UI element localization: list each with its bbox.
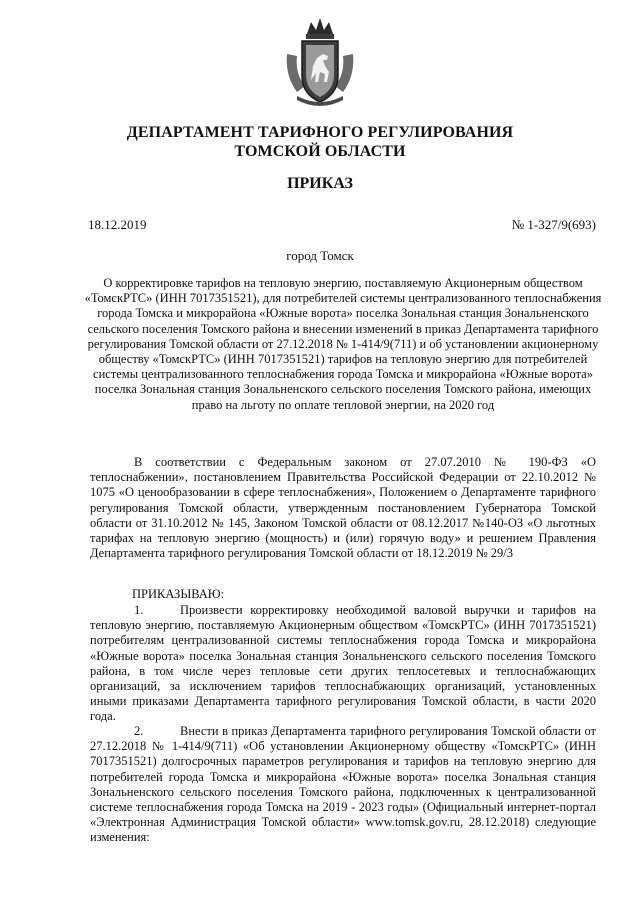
document-date: 18.12.2019	[88, 217, 147, 232]
order-item-number: 1.	[134, 603, 144, 617]
department-title-line2: ТОМСКОЙ ОБЛАСТИ	[234, 143, 406, 160]
legal-basis-paragraph: В соответствии с Федеральным законом от 27.07.2010 № 190-ФЗ «О теплоснабжении», постановлением Правительства Российской Федерации от 22.10.2012 № 1075 «О ценообразовании в сфере теплоснабжения», Положением о Департаменте тарифного регулирования Томской области, утвержденным постановлением Губернатора Томской области от 31.10.2012 № 145, Законом Томской области от 08.12.2017 №140-ОЗ «О льготных тарифах на тепловую энергию (мощность) и (или) горячую воду» и решением Правления Департамента тарифного регулирования Томской области от 18.12.2019 № 29/3	[90, 455, 596, 561]
document-subject: О корректировке тарифов на тепловую энергию, поставляемую Акционерным обществом «ТомскРТС» (ИНН 7017351521), для потребителей системы централизованного теплоснабжения города Томска и микрорайона «Южные ворота» поселка Зональная станция Зональненского сельского поселения Томского района и внесении изменений в приказ Департамента тарифного регулирования Томской области от 27.12.2018 № 1-414/9(711) и об установлении акционерному обществу «ТомскРТС» (ИНН 7017351521) тарифов на тепловую энергию для потребителей системы централизованного теплоснабжения города Томска и микрорайона «Южные ворота» поселка Зональная станция Зональненского сельского поселения Томского района, имеющих право на льготу по оплате тепловой энергии, на 2020 год	[84, 276, 602, 412]
document-number: № 1-327/9(693)	[511, 217, 596, 232]
document-type: ПРИКАЗ	[287, 175, 353, 192]
coat-of-arms-icon	[283, 16, 357, 108]
order-item-text: Произвести корректировку необходимой валовой выручки и тарифов на тепловую энергию, поставляемую Акционерным обществом «ТомскРТС» (ИНН 7017351521) потребителям централизованной системы теплоснабжения города Томска и микрорайона «Южные ворота» поселка Зональная станция Зональненского сельского поселения Томского района, в том числе через тепловые сети других теплосетевых и теплоснабжающих организаций, за исключением тарифов теплоснабжающих организаций, установленных иными приказами Департамента тарифного регулирования Томской области, в части 2020 года.	[90, 603, 596, 724]
order-word: ПРИКАЗЫВАЮ:	[132, 587, 225, 601]
order-item-number: 2.	[134, 724, 144, 738]
document-city: город Томск	[286, 248, 354, 263]
department-title-line1: ДЕПАРТАМЕНТ ТАРИФНОГО РЕГУЛИРОВАНИЯ	[126, 124, 514, 141]
order-item	[90, 603, 596, 725]
order-item	[90, 724, 596, 846]
order-item-text: Внести в приказ Департамента тарифного регулирования Томской области от 27.12.2018 № 1-414/9(711) «Об установлении Акционерному обществу «ТомскРТС» (ИНН 7017351521) долгосрочных параметров регулирования и тарифов на тепловую энергию для потребителей города Томска и микрорайона «Южные ворота» поселка Зональная станция Зональненского сельского поселения Томского района, подключенных к централизованной системе теплоснабжения города Томска на 2019 - 2023 годы» (Официальный интернет-портал «Электронная Администрация Томской области» www.tomsk.gov.ru, 28.12.2018) следующие изменения:	[90, 724, 596, 845]
